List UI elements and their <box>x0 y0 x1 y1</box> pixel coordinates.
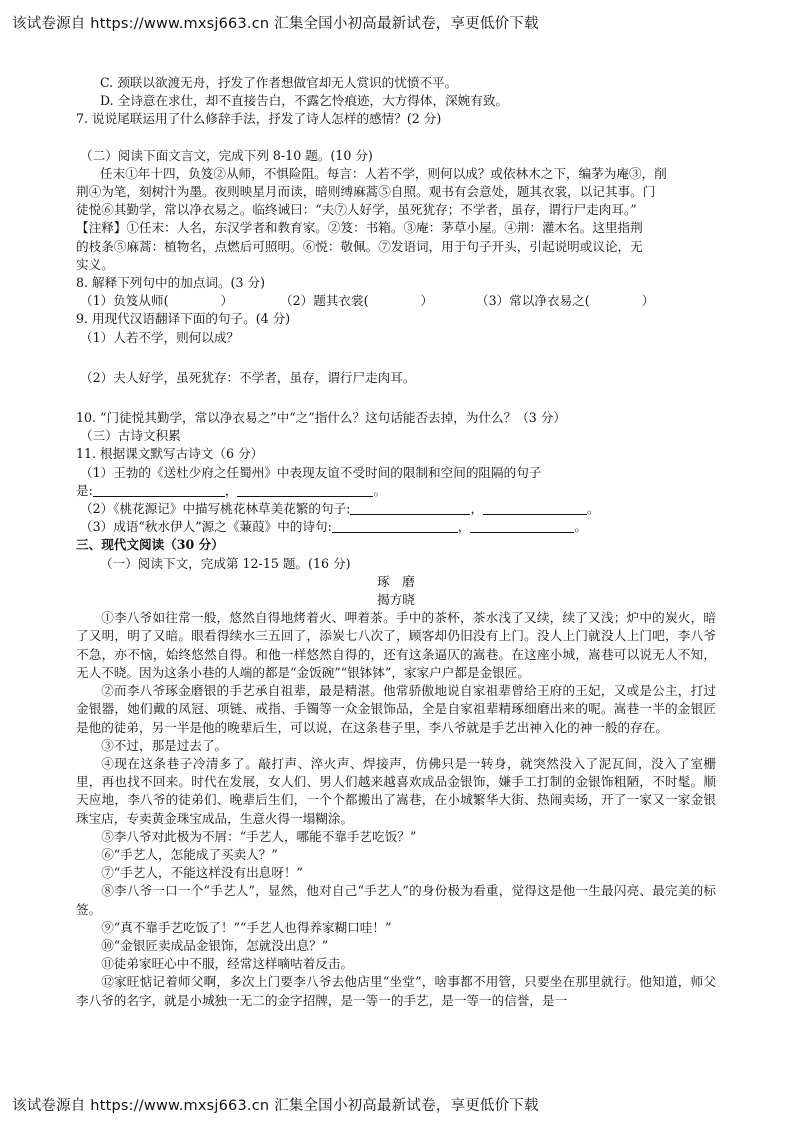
article-paragraph: ⑪徒弟家旺心中不服，经常这样嘀咕着反击。 <box>101 956 354 972</box>
article-paragraph: ⑥“手艺人，怎能成了买卖人？” <box>101 846 278 862</box>
article-author: 揭方晓 <box>377 592 415 608</box>
q8-item-3: （3）常以净衣易之( <box>476 293 590 309</box>
answer-blank[interactable] <box>332 519 458 533</box>
question-7: 7. 说说尾联运用了什么修辞手法，抒发了诗人怎样的感情？(2 分) <box>76 111 442 127</box>
answer-blank[interactable] <box>93 483 225 497</box>
question-11-sub-2: （2）《桃花源记》中描写桃花林草美花繁的句子: ， 。 <box>80 501 600 517</box>
article-paragraph: ⑦“手艺人，不能这样没有出息呀！” <box>101 865 303 881</box>
question-8-stem: 8. 解释下列句中的加点词。(3 分) <box>76 275 265 291</box>
section-2-title: （二）阅读下面文言文，完成下列 8-10 题。(10 分) <box>80 147 373 163</box>
answer-blank[interactable] <box>470 519 574 533</box>
classical-text-line-1: 任末①年十四，负笈②从师，不惧险阻。每言：人若不学，则何以成？或依林木之下，编茅为庵③，削 <box>100 165 667 181</box>
question-9-sentence-1: （1）人若不学，则何以成？ <box>80 329 240 345</box>
article-paragraph: ④现在这条巷子冷清多了。敲打声、淬火声、焊接声，仿佛只是一转身，就突然没入了泥瓦间，没入了室栅里，再也找不回来。时代在发展，女人们、男人们越来越喜欢成品金银饰，嫌手工打制的金银饰粗陋，不时髦。顺天应地，李八爷的徒弟们、晚辈后生们，一个个都搬出了嵩巷，在小城繁华大街、热闹卖场，开了一家又一家金银珠宝店，专卖黄金珠宝成品，生意火得一塌糊涂。 <box>76 755 716 826</box>
classical-text-line-3: 徒悦⑥其勤学，常以净衣易之。临终诫曰：“夫⑦人好学，虽死犹存；不学者，虽存，谓行尸走肉耳。” <box>76 202 637 218</box>
q6-option-d: D. 全诗意在求仕，却不直接告白，不露乞怜痕迹，大方得体，深婉有致。 <box>100 93 509 109</box>
part-3-title: 三、现代文阅读（30 分） <box>76 537 224 553</box>
question-11-sub-1a: （1）王勃的《送杜少府之任蜀州》中表现友谊不受时间的限制和空间的阻隔的句子 <box>80 464 542 480</box>
article-title: 琢 磨 <box>377 573 415 589</box>
answer-blank[interactable] <box>483 501 587 515</box>
q6-option-c: C. 颈联以欲渡无舟，抒发了作者想做官却无人赏识的忧愤不平。 <box>100 75 458 90</box>
article-paragraph: ③不过，那是过去了。 <box>101 737 228 753</box>
notes-line-1: 【注释】①任末：人名，东汉学者和教育家。②笈：书箱。③庵：茅草小屋。④荆：灌木名。这里指荆 <box>76 220 643 236</box>
answer-blank[interactable] <box>350 501 470 515</box>
question-11-sub-1b: 是: ， 。 <box>76 482 387 498</box>
exam-page-content <box>76 74 716 1010</box>
question-9-stem: 9. 用现代汉语翻译下面的句子。(4 分) <box>76 311 291 327</box>
q8-item-1: （1）负笈从师( <box>80 293 169 309</box>
question-9-sentence-2: （2）夫人好学，虽死犹存：不学者，虽存，谓行尸走肉耳。 <box>80 369 416 385</box>
q8-item-2: （2）题其衣裳( <box>280 293 369 309</box>
article-paragraph: ⑧李八爷一口一个“手艺人”，显然，他对自己“手艺人”的身份极为看重，觉得这是他一生最闪亮、最完美的标签。 <box>76 883 716 917</box>
notes-line-3: 实义。 <box>76 256 114 272</box>
question-11-stem: 11. 根据课文默写古诗文（6 分） <box>76 446 264 462</box>
article-paragraph: ②而李八爷琢金磨银的手艺承自祖辈，最是精湛。他常骄傲地说自家祖辈曾给王府的王妃，又或是公主，打过金银器，她们戴的凤冠、项链、戒指、手镯等一众金银饰品，全是自家祖辈精琢细磨出来的呢。嵩巷一半的金银匠是他的徒弟，另一半是他的晚辈后生，可以说，在这条巷子里，李八爷就是手艺出神入化的神一般的存在。 <box>76 683 716 735</box>
classical-text-line-2: 荆④为笔，刻树汁为墨。夜则映星月而读，暗则缚麻蒿⑤自照。观书有会意处，题其衣裳，以记其事。门 <box>76 184 656 200</box>
section-3-title: （三）古诗文积累 <box>80 428 181 444</box>
question-8-items: （1）负笈从师( ） （2）题其衣裳( ） （3）常以净衣易之( ） <box>80 293 655 309</box>
article-paragraph: ⑩“金银匠卖成品金银饰，怎就没出息？” <box>101 937 329 953</box>
article-paragraph: ⑨“真不靠手艺吃饭了！”“手艺人也得养家糊口哇！” <box>101 919 392 935</box>
article-paragraph: ⑫家旺惦记着师父啊，多次上门要李八爷去他店里“坐堂”，啥事都不用管，只要坐在那里就行。他知道，师父李八爷的名字，就是小城独一无二的金字招牌，是一等一的手艺，是一等一的信誉，是一 <box>76 974 716 1008</box>
article-paragraph: ⑤李八爷对此极为不屑：“手艺人，哪能不靠手艺吃饭？” <box>101 828 417 844</box>
page-footer-source-line: 该试卷源自 https://www.mxsj663.cn 汇集全国小初高最新试卷，享更低价下载 <box>12 1098 539 1114</box>
question-10: 10. “门徒悦其勤学，常以净衣易之”中“之”指什么？这句话能否去掉，为什么？（3 分） <box>76 410 566 426</box>
article-paragraph: ①李八爷如往常一般，悠然自得地烤着火、呷着茶。手中的茶杯，茶水浅了又续，续了又浅；炉中的炭火，暗了又明，明了又暗。眼看得续水三五回了，添炭七八次了，顾客却仍旧没有上门。没人上门就没人上门吧，李八爷不急，亦不恼，始终悠然自得。和他一样悠然自得的，还有这条逼仄的嵩巷。在这座小城，嵩巷可以说无人不知，无人不晓。因为这条小巷的人端的都是“金饭碗”“银钵钵”，家家户户都是金银匠。 <box>76 610 716 680</box>
modern-section-title: （一）阅读下文，完成第 12-15 题。(16 分) <box>100 555 351 571</box>
question-11-sub-3: （3）成语“秋水伊人”源之《蒹葭》中的诗句: ， 。 <box>80 519 588 535</box>
page-header-source-line: 该试卷源自 https://www.mxsj663.cn 汇集全国小初高最新试卷，享更低价下载 <box>12 16 539 32</box>
answer-blank[interactable] <box>237 483 373 497</box>
notes-line-2: 的枝条⑤麻蒿：植物名，点燃后可照明。⑥悦：敬佩。⑦发语词，用于句子开头，引起说明或议论，无 <box>76 238 643 254</box>
